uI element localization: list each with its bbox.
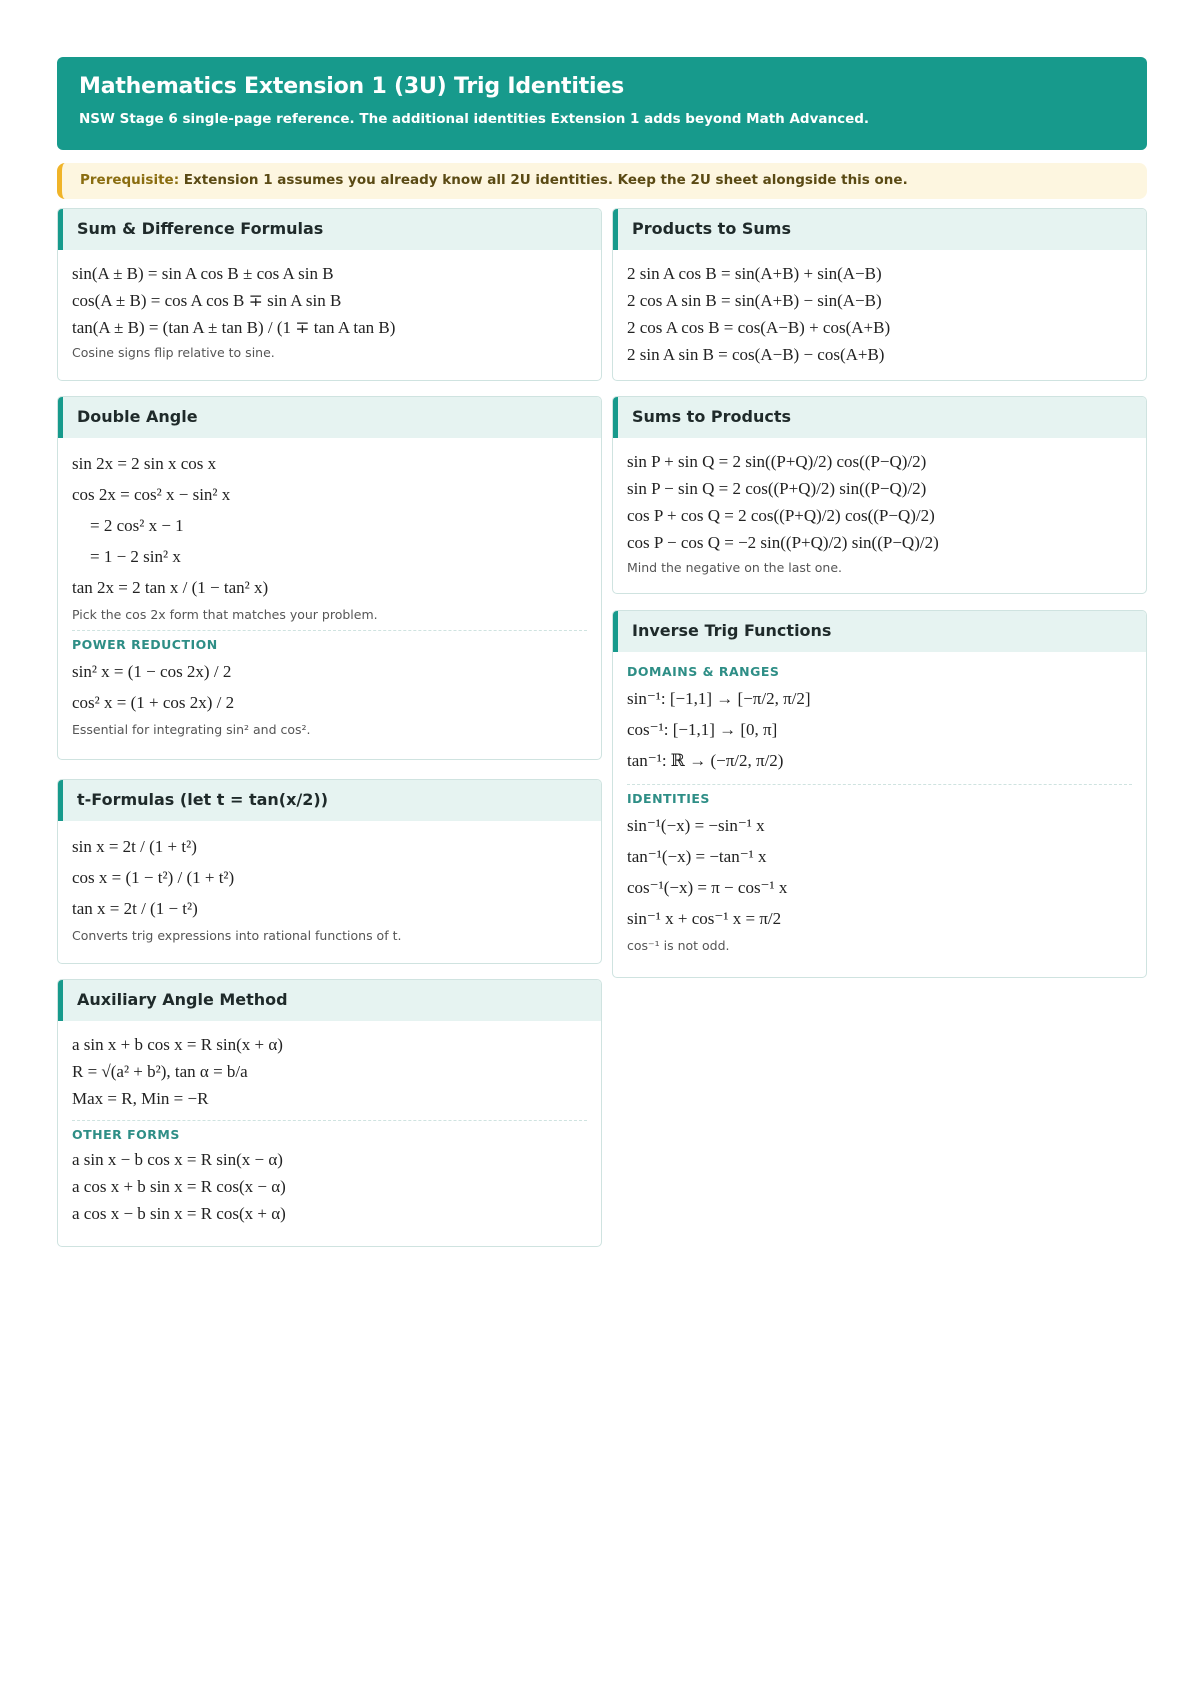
card-double-angle (57, 396, 602, 760)
formula-line: 2 cos A cos B = cos(A−B) + cos(A+B) (627, 318, 891, 337)
formula-line: cos² x = (1 + cos 2x) / 2 (72, 693, 235, 712)
card-title: Sums to Products (613, 397, 1146, 438)
section-label-domains: DOMAINS & RANGES (627, 664, 780, 679)
formula-line: tan 2x = 2 tan x / (1 − tan² x) (72, 578, 269, 597)
formula-line: sin P + sin Q = 2 sin((P+Q)/2) cos((P−Q)/2) (627, 452, 927, 471)
formula-line: cos(A ± B) = cos A cos B ∓ sin A sin B (72, 291, 342, 310)
formula-line: tan⁻¹(−x) = −tan⁻¹ x (627, 847, 767, 866)
divider (72, 630, 587, 631)
card-note: Converts trig expressions into rational functions of t. (72, 928, 402, 943)
page-subtitle: NSW Stage 6 single-page reference. The additional identities Extension 1 adds beyond Math Advanced. (79, 111, 870, 127)
card-products-to-sums (612, 208, 1147, 381)
formula-line: a cos x + b sin x = R cos(x − α) (72, 1177, 286, 1196)
formula-line: sin(A ± B) = sin A cos B ± cos A sin B (72, 264, 334, 283)
card-t-formulas (57, 779, 602, 964)
formula-line: sin² x = (1 − cos 2x) / 2 (72, 662, 232, 681)
formula-line: sin P − sin Q = 2 cos((P+Q)/2) sin((P−Q)/2) (627, 479, 927, 498)
formula-line: tan x = 2t / (1 − t²) (72, 899, 198, 918)
card-title: Double Angle (58, 397, 601, 438)
formula-line: cos P + cos Q = 2 cos((P+Q)/2) cos((P−Q)/2) (627, 506, 935, 525)
page-header (57, 57, 1147, 150)
formula-line: a cos x − b sin x = R cos(x + α) (72, 1204, 286, 1223)
card-title: Auxiliary Angle Method (58, 980, 601, 1021)
prerequisite-label: Prerequisite: (80, 172, 180, 188)
section-label-identities: IDENTITIES (627, 791, 710, 806)
card-auxiliary-angle (57, 979, 602, 1247)
formula-line: sin x = 2t / (1 + t²) (72, 837, 197, 856)
formula-line: R = √(a² + b²), tan α = b/a (72, 1062, 248, 1081)
formula-line: cos⁻¹(−x) = π − cos⁻¹ x (627, 878, 788, 897)
card-note: Essential for integrating sin² and cos². (72, 722, 311, 737)
card-note: Pick the cos 2x form that matches your problem. (72, 607, 378, 622)
divider (627, 784, 1132, 785)
formula-line: sin 2x = 2 sin x cos x (72, 454, 217, 473)
prerequisite-text: Extension 1 assumes you already know all 2U identities. Keep the 2U sheet alongside this one. (179, 172, 908, 188)
formula-line: sin⁻¹ x + cos⁻¹ x = π/2 (627, 909, 782, 928)
card-note: Mind the negative on the last one. (627, 560, 843, 575)
card-inverse-trig (612, 610, 1147, 978)
formula-line: cos x = (1 − t²) / (1 + t²) (72, 868, 235, 887)
formula-line: cos⁻¹: [−1,1] → [0, π] (627, 720, 778, 739)
card-title: Inverse Trig Functions (613, 611, 1146, 652)
card-title: Sum & Difference Formulas (58, 209, 601, 250)
formula-line: a sin x + b cos x = R sin(x + α) (72, 1035, 283, 1054)
formula-line: a sin x − b cos x = R sin(x − α) (72, 1150, 283, 1169)
formula-line: 2 sin A sin B = cos(A−B) − cos(A+B) (627, 345, 885, 364)
formula-line: tan⁻¹: ℝ → (−π/2, π/2) (627, 751, 784, 770)
formula-line: sin⁻¹: [−1,1] → [−π/2, π/2] (627, 689, 811, 708)
formula-line: = 2 cos² x − 1 (90, 516, 184, 535)
card-title: t-Formulas (let t = tan(x/2)) (58, 780, 601, 821)
prerequisite-callout (57, 163, 1147, 199)
formula-line: cos 2x = cos² x − sin² x (72, 485, 231, 504)
card-title: Products to Sums (613, 209, 1146, 250)
card-sum-difference (57, 208, 602, 381)
formula-line: 2 cos A sin B = sin(A+B) − sin(A−B) (627, 291, 882, 310)
card-note: Cosine signs flip relative to sine. (72, 345, 275, 360)
divider (72, 1120, 587, 1121)
card-note: cos⁻¹ is not odd. (627, 938, 730, 953)
section-label-other-forms: OTHER FORMS (72, 1127, 180, 1142)
formula-line: tan(A ± B) = (tan A ± tan B) / (1 ∓ tan A tan B) (72, 318, 396, 337)
formula-line: 2 sin A cos B = sin(A+B) + sin(A−B) (627, 264, 882, 283)
formula-line: = 1 − 2 sin² x (90, 547, 181, 566)
formula-line: cos P − cos Q = −2 sin((P+Q)/2) sin((P−Q)/2) (627, 533, 939, 552)
card-sums-to-products (612, 396, 1147, 594)
formula-line: Max = R, Min = −R (72, 1089, 209, 1108)
section-label-power-reduction: POWER REDUCTION (72, 637, 218, 652)
page-title: Mathematics Extension 1 (3U) Trig Identities (79, 74, 624, 99)
formula-line: sin⁻¹(−x) = −sin⁻¹ x (627, 816, 765, 835)
